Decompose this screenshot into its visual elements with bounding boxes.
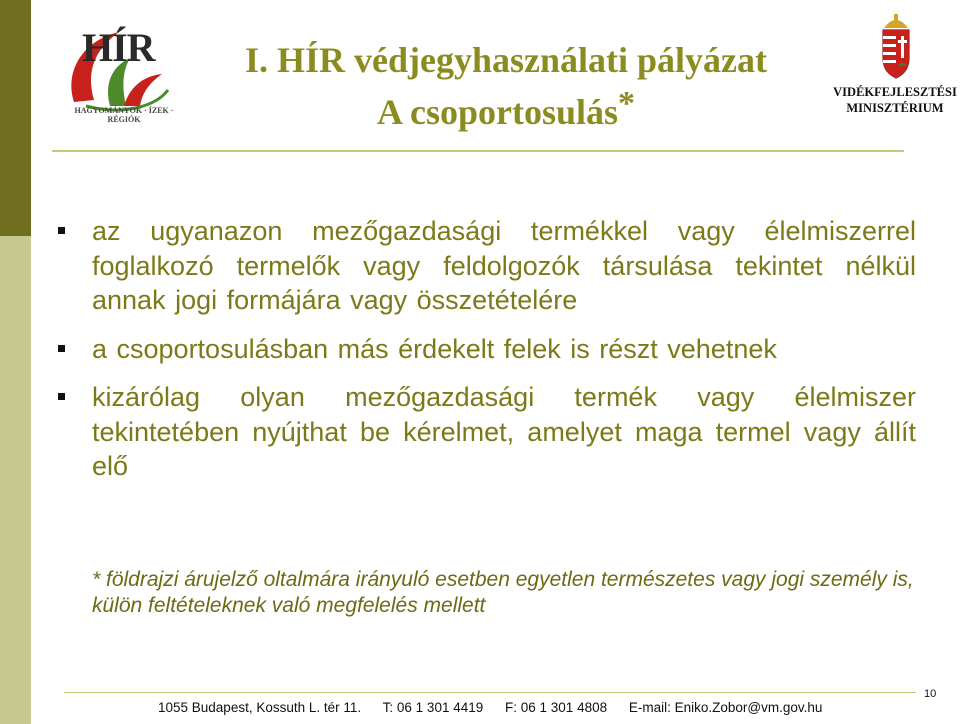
hir-logo-subtext: HAGYOMÁNYOK · ÍZEK · RÉGIÓK (74, 106, 174, 124)
hungarian-crest-icon (880, 10, 912, 80)
title-line-2-text: A csoportosulás (376, 92, 619, 132)
bullet-list (56, 214, 916, 498)
bullet-text: az ugyanazon mezőgazdasági termékkel vagy élelmiszerrel foglalkozó termelők vagy feldolgozók társulása tekintet nélkül annak jogi formájára vagy összetételére (92, 216, 916, 315)
hir-logo (64, 10, 174, 122)
title-line-1: I. HÍR védjegyhasználati pályázat (245, 40, 767, 80)
title-line-2 (196, 82, 816, 134)
footer-phone: T: 06 1 301 4419 (382, 700, 484, 715)
page-number: 10 (924, 688, 937, 700)
hir-logo-text: HÍR (82, 25, 155, 70)
title-divider (52, 150, 904, 152)
footer-fax: F: 06 1 301 4808 (505, 700, 608, 715)
footer-divider (64, 692, 916, 693)
bullet-marker (58, 345, 65, 352)
bullet-item (56, 380, 916, 484)
footnote: * földrajzi árujelző oltalmára irányuló esetben egyetlen természetes vagy jogi személy is, külön feltételeknek való megfelelés mellett (92, 568, 914, 617)
footer-contact (158, 700, 878, 715)
bullet-marker (58, 227, 65, 234)
title-asterisk: * (618, 85, 636, 122)
side-strip-light (0, 236, 31, 724)
ministry-name-line-1: VIDÉKFEJLESZTÉSI (833, 85, 957, 99)
bullet-item (56, 332, 916, 367)
page-title (196, 38, 816, 134)
footer-address: 1055 Budapest, Kossuth L. tér 11. (158, 700, 362, 715)
bullet-text: a csoportosulásban más érdekelt felek is részt vehetnek (92, 333, 777, 364)
bullet-marker (58, 393, 65, 400)
ministry-name (830, 84, 960, 116)
footer-email: E-mail: Eniko.Zobor@vm.gov.hu (628, 700, 823, 715)
bullet-item (56, 214, 916, 318)
bullet-text: kizárólag olyan mezőgazdasági termék vagy élelmiszer tekintetében nyújthat be kérelmet, amelyet maga termel vagy állít elő (92, 382, 916, 481)
ministry-name-line-2: MINISZTÉRIUM (846, 101, 944, 115)
side-strip-dark (0, 0, 31, 236)
